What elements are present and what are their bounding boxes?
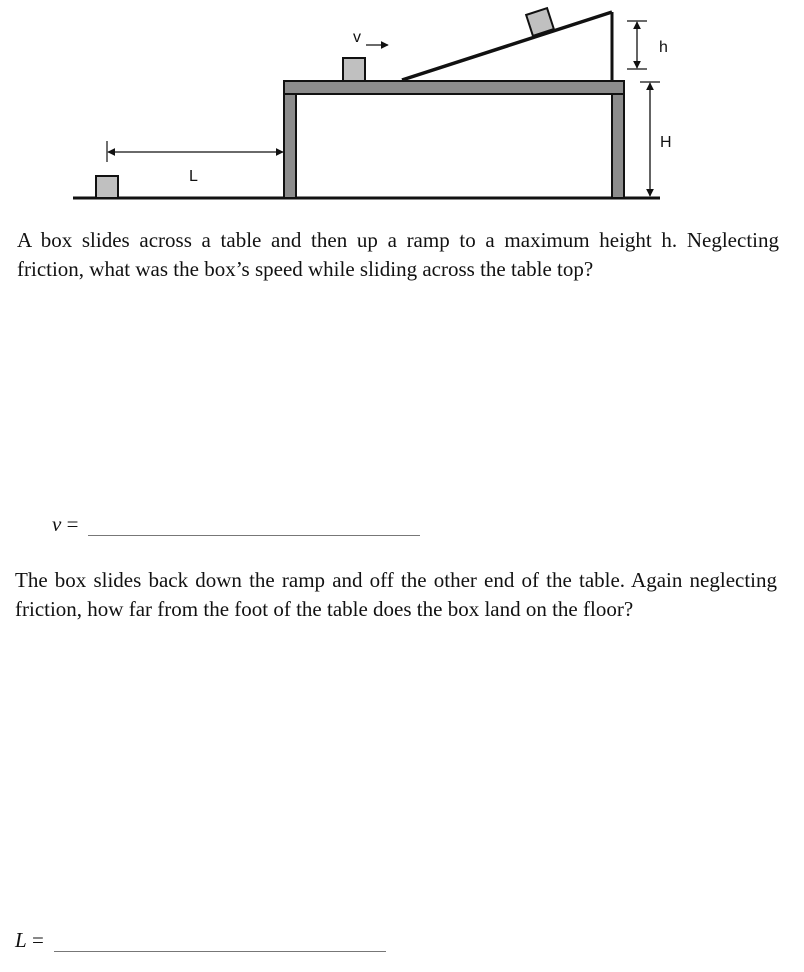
answer-L-blank[interactable] (54, 929, 386, 952)
answer-v-row (52, 510, 420, 538)
table-left-leg (284, 82, 296, 198)
answer-v-variable: v (52, 512, 62, 536)
question-2-text: The box slides back down the ramp and off the other end of the table. Again neglecting friction, how far from the foot of the table does the box land on the floor? (15, 568, 777, 621)
question-1-text: A box slides across a table and then up a ramp to a maximum height h. Neglecting friction, what was the box’s speed while sliding across the table top? (17, 228, 779, 281)
answer-L-equals: = (26, 928, 44, 952)
h-label: h (659, 39, 668, 56)
physics-diagram (0, 0, 804, 215)
answer-L-row (15, 926, 386, 954)
box-on-table (343, 58, 365, 81)
answer-L-label (15, 926, 44, 954)
answer-L-variable: L (15, 928, 27, 952)
velocity-label: v (353, 29, 361, 46)
H-label: H (660, 134, 672, 151)
answer-v-label (52, 510, 78, 538)
ramp-incline (402, 12, 612, 80)
answer-v-blank[interactable] (88, 513, 420, 536)
table-top (284, 81, 624, 94)
box-on-floor (96, 176, 118, 198)
answer-v-equals: = (61, 512, 79, 536)
table-right-leg (612, 82, 624, 198)
L-label: L (189, 168, 198, 185)
